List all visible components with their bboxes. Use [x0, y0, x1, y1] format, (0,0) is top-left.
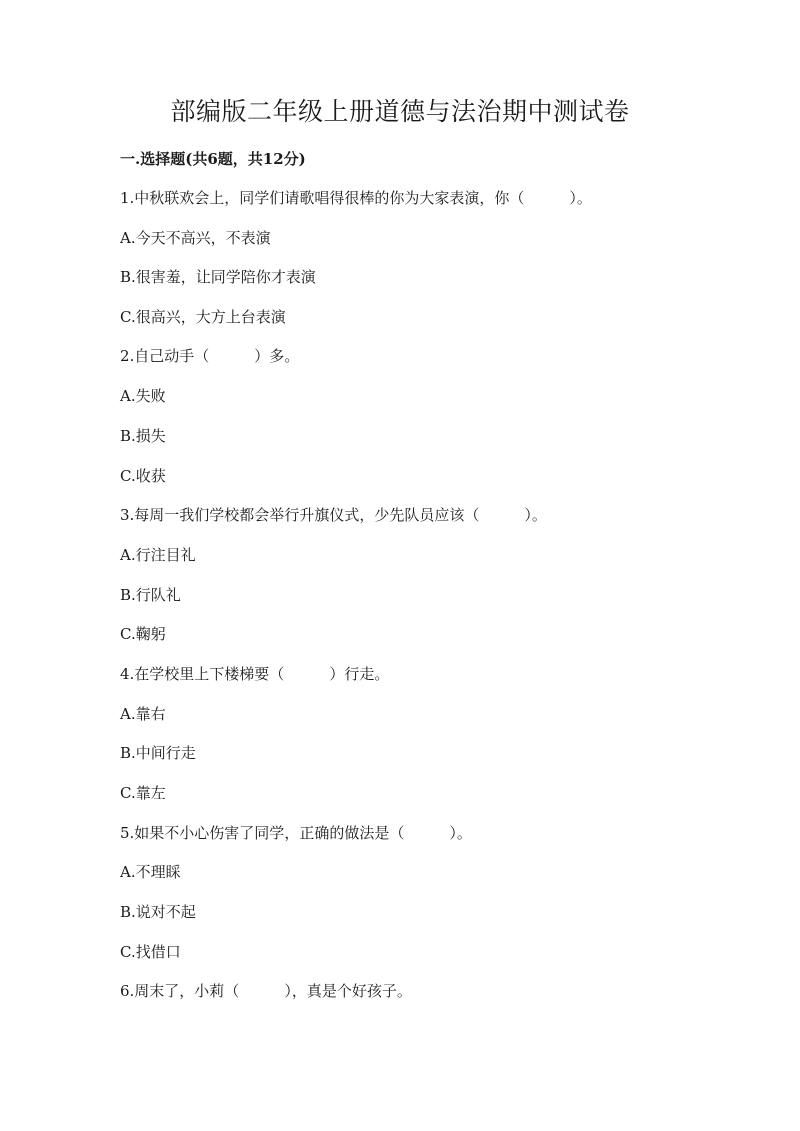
question-3-option-b: B.行队礼 — [120, 586, 181, 604]
question-3-option-a: A.行注目礼 — [120, 546, 196, 564]
question-1-option-a: A.今天不高兴，不表演 — [120, 229, 271, 247]
question-3-stem: 3.每周一我们学校都会举行升旗仪式，少先队员应该（ ）。 — [120, 506, 547, 524]
question-6-stem: 6.周末了，小莉（ ），真是个好孩子。 — [120, 982, 412, 1000]
question-5-option-b: B.说对不起 — [120, 903, 196, 921]
section-heading: 一.选择题(共6题，共12分) — [120, 150, 306, 168]
question-3-option-c: C.鞠躬 — [120, 625, 166, 643]
question-5-stem: 5.如果不小心伤害了同学，正确的做法是（ ）。 — [120, 824, 472, 842]
question-1-stem: 1.中秋联欢会上，同学们请歌唱得很棒的你为大家表演，你（ ）。 — [120, 189, 592, 207]
question-1-option-c: C.很高兴，大方上台表演 — [120, 308, 286, 326]
question-5-option-c: C.找借口 — [120, 943, 181, 961]
question-2-option-b: B.损失 — [120, 427, 166, 445]
question-2-stem: 2.自己动手（ ）多。 — [120, 347, 300, 365]
question-1-option-b: B.很害羞，让同学陪你才表演 — [120, 268, 316, 286]
question-4-option-b: B.中间行走 — [120, 744, 196, 762]
question-4-stem: 4.在学校里上下楼梯要（ ）行走。 — [120, 665, 390, 683]
page-title: 部编版二年级上册道德与法治期中测试卷 — [170, 97, 630, 126]
question-4-option-c: C.靠左 — [120, 784, 166, 802]
question-2-option-a: A.失败 — [120, 387, 166, 405]
question-2-option-c: C.收获 — [120, 467, 166, 485]
question-5-option-a: A.不理睬 — [120, 863, 181, 881]
question-4-option-a: A.靠右 — [120, 705, 166, 723]
